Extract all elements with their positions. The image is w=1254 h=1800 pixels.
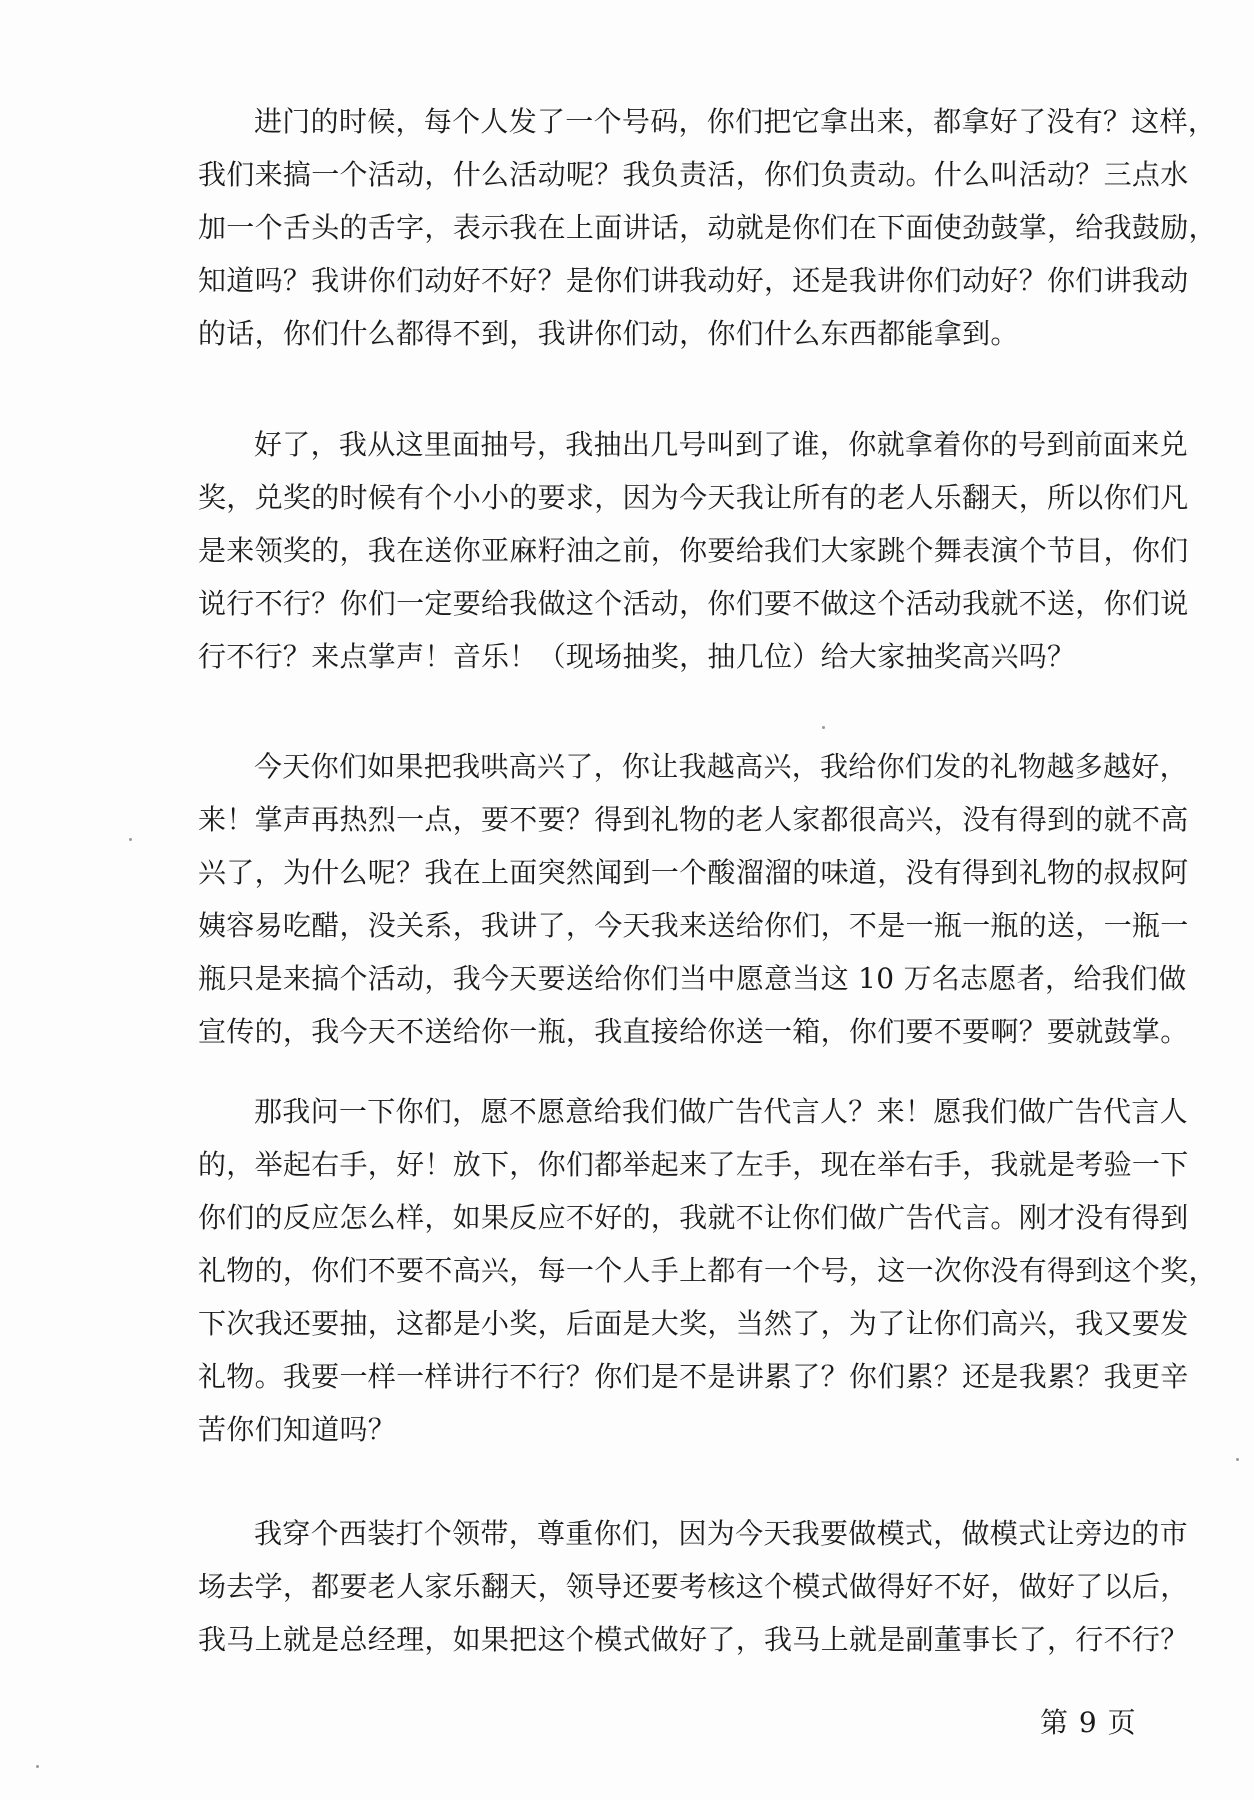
scan-speck	[129, 838, 132, 841]
paragraph-line: 是来领奖的，我在送你亚麻籽油之前，你要给我们大家跳个舞表演个节目，你们	[198, 534, 1189, 567]
paragraph-2	[198, 418, 1189, 683]
paragraph-line: 下次我还要抽，这都是小奖，后面是大奖，当然了，为了让你们高兴，我又要发	[198, 1307, 1189, 1340]
paragraph-line: 兴了，为什么呢？我在上面突然闻到一个酸溜溜的味道，没有得到礼物的叔叔阿	[198, 856, 1189, 889]
page-number: 第 9 页	[1040, 1706, 1137, 1739]
paragraph-line: 我穿个西装打个领带，尊重你们，因为今天我要做模式，做模式让旁边的市	[254, 1517, 1188, 1550]
paragraph-line: 好了，我从这里面抽号，我抽出几号叫到了谁，你就拿着你的号到前面来兑	[254, 428, 1188, 461]
paragraph-line: 奖，兑奖的时候有个小小的要求，因为今天我让所有的老人乐翻天，所以你们凡	[198, 481, 1189, 514]
paragraph-line: 加一个舌头的舌字，表示我在上面讲话，动就是你们在下面使劲鼓掌，给我鼓励，	[198, 211, 1217, 244]
paragraph-line: 瓶只是来搞个活动，我今天要送给你们当中愿意当这 10 万名志愿者，给我们做	[198, 962, 1187, 995]
paragraph-line: 宣传的，我今天不送给你一瓶，我直接给你送一箱，你们要不要啊？要就鼓掌。	[198, 1015, 1189, 1048]
paragraph-line: 今天你们如果把我哄高兴了，你让我越高兴，我给你们发的礼物越多越好，	[254, 750, 1188, 783]
scan-speck	[822, 726, 825, 729]
paragraph-line: 来！掌声再热烈一点，要不要？得到礼物的老人家都很高兴，没有得到的就不高	[198, 803, 1189, 836]
paragraph-line: 苦你们知道吗？	[198, 1413, 397, 1446]
paragraph-line: 行不行？来点掌声！音乐！（现场抽奖，抽几位）给大家抽奖高兴吗？	[198, 640, 1076, 673]
scan-speck	[36, 1765, 39, 1768]
paragraph-line: 我马上就是总经理，如果把这个模式做好了，我马上就是副董事长了，行不行？	[198, 1623, 1189, 1656]
paragraph-4	[198, 1085, 1217, 1456]
paragraph-5	[198, 1507, 1189, 1666]
scan-speck	[1236, 1458, 1239, 1461]
paragraph-line: 进门的时候，每个人发了一个号码，你们把它拿出来，都拿好了没有？这样，	[254, 105, 1217, 138]
paragraph-line: 你们的反应怎么样，如果反应不好的，我就不让你们做广告代言。刚才没有得到	[198, 1201, 1189, 1234]
paragraph-line: 场去学，都要老人家乐翻天，领导还要考核这个模式做得好不好，做好了以后，	[198, 1570, 1189, 1603]
paragraph-line: 姨容易吃醋，没关系，我讲了，今天我来送给你们，不是一瓶一瓶的送，一瓶一	[198, 909, 1189, 942]
paragraph-line: 礼物的，你们不要不高兴，每一个人手上都有一个号，这一次你没有得到这个奖，	[198, 1254, 1217, 1287]
paragraph-line: 说行不行？你们一定要给我做这个活动，你们要不做这个活动我就不送，你们说	[198, 587, 1189, 620]
paragraph-line: 我们来搞一个活动，什么活动呢？我负责活，你们负责动。什么叫活动？三点水	[198, 158, 1189, 191]
paragraph-line: 礼物。我要一样一样讲行不行？你们是不是讲累了？你们累？还是我累？我更辛	[198, 1360, 1189, 1393]
paragraph-3	[198, 740, 1189, 1058]
paragraph-line: 知道吗？我讲你们动好不好？是你们讲我动好，还是我讲你们动好？你们讲我动	[198, 264, 1189, 297]
paragraph-1	[198, 95, 1217, 360]
paragraph-line: 那我问一下你们，愿不愿意给我们做广告代言人？来！愿我们做广告代言人	[254, 1095, 1188, 1128]
paragraph-line: 的话，你们什么都得不到，我讲你们动，你们什么东西都能拿到。	[198, 317, 1019, 350]
paragraph-line: 的，举起右手，好！放下，你们都举起来了左手，现在举右手，我就是考验一下	[198, 1148, 1189, 1181]
